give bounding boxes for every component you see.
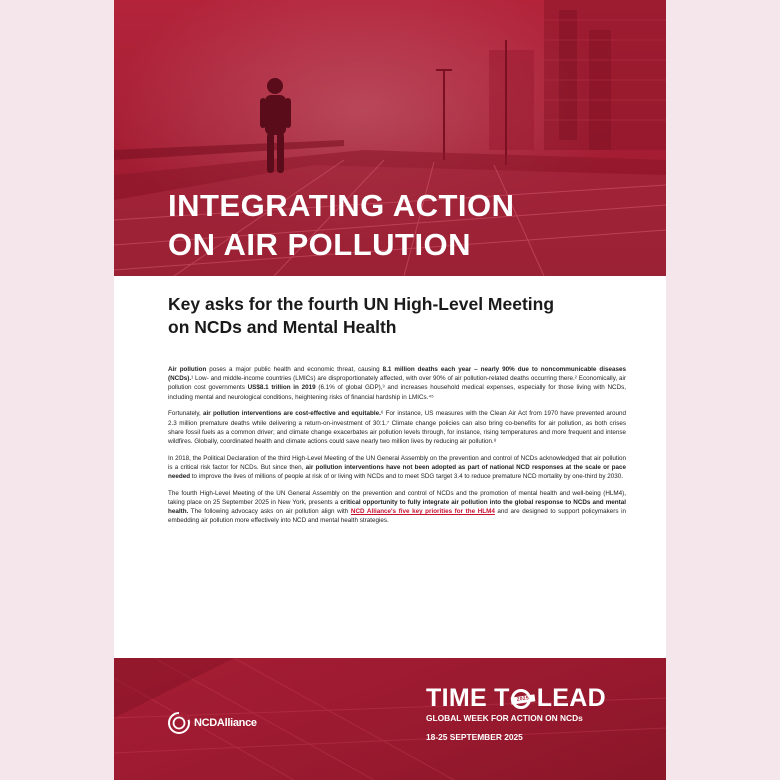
p1-bold-d: US$8.1 trillion in 2019 [247, 384, 316, 392]
p4-text-b: The following advocacy asks on air pollution align with [188, 508, 351, 516]
campaign-subtitle: GLOBAL WEEK FOR ACTION ON NCDs [426, 713, 583, 723]
p3-text-b: to improve the lives of millions of people at risk of or living with NCDs and to meet SDG target 3.4 to reduce premature NCD mortality by one-third by 2030. [190, 473, 623, 481]
hero-title: INTEGRATING ACTION ON AIR POLLUTION [168, 188, 515, 262]
p4-text-a: The fourth High-Level Meeting of the UN General Assembly on the prevention and control of NCDs and the promotion of mental health and well-being (HLM4), taking place on 25 September 2025 in New York, presents a [168, 489, 626, 506]
p4-text-c: and are designed to support policymakers in embedding air pollution more effectively into NCD and mental health strategies. [168, 508, 627, 525]
paragraph-2 [168, 409, 626, 446]
hlm4-priorities-link[interactable]: NCD Alliance's five key priorities for the HLM4 [350, 508, 495, 516]
p3-bold-a: air pollution interventions have not been adopted as part of national NCD responses at the scale or pace needed [168, 463, 626, 481]
ncd-alliance-logo-text: NCDAlliance [194, 717, 257, 729]
campaign-word-1: TIME T [426, 684, 510, 712]
paragraph-4 [168, 489, 626, 526]
campaign-dates: 18-25 SEPTEMBER 2025 [426, 732, 523, 742]
document-page [114, 0, 666, 780]
p1-text-a: poses a major public health and economic threat, causing [206, 366, 383, 373]
p1-bold-b: 8.1 million deaths each year [382, 366, 472, 373]
p1-text-b: ¹ Low- and middle-income countries (LMICs) are disproportionately affected, with over 90% of air pollution-related deaths occurring there.² Economically, air pollution cost governments [168, 375, 626, 392]
p1-bold-c: – nearly 90% due to noncommunicable diseases (NCDs). [168, 366, 626, 383]
campaign-badge-icon [511, 689, 531, 709]
p2-text-b: ⁶ For instance, US measures with the Clean Air Act from 1970 have prevented around 2.3 million premature deaths while delivering a return-on-investment of 30:1.⁷ Climate change policies can also bring co-benefits for air pollution, as both crises share fossil fuels as a common driver; and climate change exacerbates air pollution levels through, for instance, rising temperatures and more frequent and intense wildfires. Globally, coordinated health and climate actions could save nearly two million lives by reducing air pollution.⁸ [168, 410, 626, 445]
p2-bold-a: air pollution interventions are cost-effective and equitable. [203, 410, 381, 418]
hero-banner [114, 0, 666, 276]
campaign-logo [426, 685, 606, 743]
footer-banner [114, 658, 666, 780]
p2-text-a: Fortunately, [168, 410, 204, 418]
document-subtitle: Key asks for the fourth UN High-Level Meeting on NCDs and Mental Health [168, 294, 555, 337]
p4-bold-a: critical opportunity to fully integrate air pollution into the global response to NCDs and mental health. [168, 498, 626, 516]
p1-bold-a: Air pollution [168, 366, 207, 373]
paragraph-1 [168, 365, 626, 402]
campaign-badge-text: 2025 [510, 694, 535, 704]
campaign-title [426, 685, 606, 712]
ncd-alliance-logo-icon [167, 711, 191, 735]
p3-text-a: In 2018, the Political Declaration of the third High-Level Meeting of the UN General Assembly on the prevention and control of NCDs acknowledged that air pollution is a critical risk factor for NCDs. But since then, [168, 454, 626, 471]
ncd-alliance-logo [167, 711, 257, 735]
body-text [168, 365, 626, 533]
campaign-word-2: LEAD [536, 684, 606, 712]
paragraph-3 [168, 454, 626, 482]
p1-text-c: (6.1% of global GDP),³ and increases household medical expenses, especially for those living with NCDs, including mental and neurological conditions, heightening risks of financial hardship in LMICs.⁴⁵ [168, 384, 627, 401]
